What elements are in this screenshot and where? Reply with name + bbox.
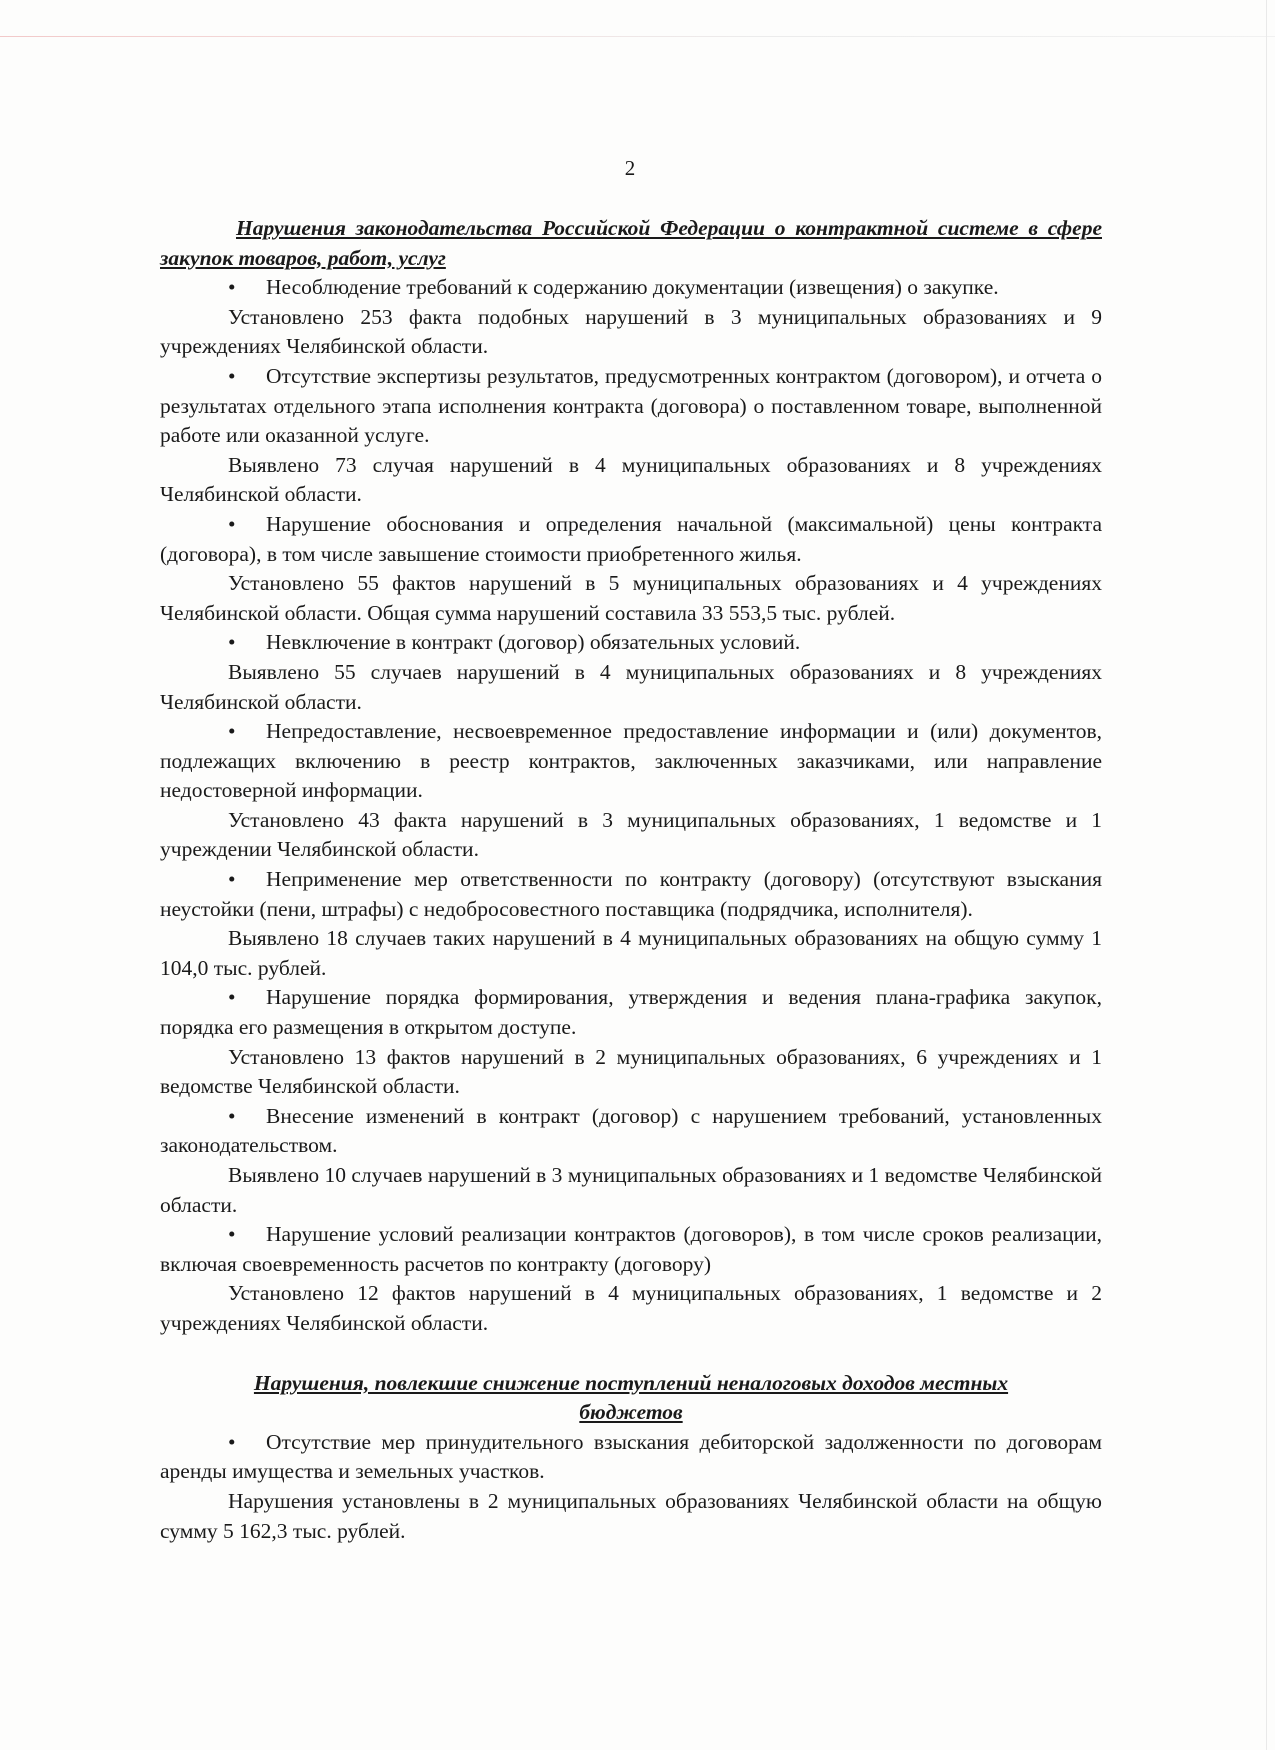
violation-description: • Невключение в контракт (договор) обязательных условий. xyxy=(160,628,1102,658)
scan-edge-right xyxy=(1266,0,1267,1750)
bullet-icon: • xyxy=(228,630,236,655)
bullet-icon: • xyxy=(228,275,236,300)
violation-description: • Внесение изменений в контракт (договор) с нарушением требований, установленных законодательством. xyxy=(160,1103,1102,1158)
violation-description: • Нарушение порядка формирования, утверждения и ведения плана-графика закупок, порядка его размещения в открытом доступе. xyxy=(160,985,1102,1040)
violation-description: • Нарушение условий реализации контрактов (договоров), в том числе сроков реализации, включая своевременность расчетов по контракту (договору) xyxy=(160,1222,1102,1276)
bullet-icon: • xyxy=(228,719,236,744)
violation-item xyxy=(160,1102,1102,1220)
violation-item xyxy=(160,717,1102,865)
violation-details: Выявлено 73 случая нарушений в 4 муниципальных образованиях и 8 учреждениях Челябинской области. xyxy=(160,452,1102,507)
violation-details: Выявлено 18 случаев таких нарушений в 4 муниципальных образованиях на общую сумму 1 104,0 тыс. рублей. xyxy=(160,926,1102,980)
bullet-icon: • xyxy=(228,1222,236,1247)
violation-details: Выявлено 55 случаев нарушений в 4 муниципальных образованиях и 8 учреждениях Челябинской области. xyxy=(160,659,1102,714)
violation-item xyxy=(160,865,1102,983)
bullet-icon: • xyxy=(228,511,236,536)
violation-item xyxy=(160,1428,1102,1546)
violation-details: Установлено 253 факта подобных нарушений в 3 муниципальных образованиях и 9 учреждениях Челябинской области. xyxy=(160,304,1102,359)
bullet-icon: • xyxy=(228,1103,236,1128)
violation-details: Нарушения установлены в 2 муниципальных образованиях Челябинской области на общую сумму 5 162,3 тыс. рублей. xyxy=(160,1488,1102,1543)
violation-description: • Несоблюдение требований к содержанию документации (извещения) о закупке. xyxy=(160,273,1102,303)
violation-item xyxy=(160,983,1102,1101)
section-heading-revenue: Нарушения, повлекшие снижение поступлений неналоговых доходов местных бюджетов xyxy=(253,1370,1009,1425)
violation-item xyxy=(160,628,1102,717)
violation-item xyxy=(160,1220,1102,1338)
section-spacer xyxy=(160,1339,1102,1369)
violation-item xyxy=(160,273,1102,362)
page-number: 2 xyxy=(624,156,636,180)
violation-description: • Отсутствие экспертизы результатов, предусмотренных контрактом (договором), и отчета о результатах отдельного этапа исполнения контракта (договора) о поставленном товаре, выполненной работе или оказанной услуге. xyxy=(160,363,1102,448)
violation-details: Установлено 13 фактов нарушений в 2 муниципальных образованиях, 6 учреждениях и 1 ведомстве Челябинской области. xyxy=(160,1044,1102,1099)
section-heading-procurement: Нарушения законодательства Российской Федерации о контрактной системе в сфере закупок товаров, работ, услуг xyxy=(160,216,1102,270)
violation-details: Установлено 12 фактов нарушений в 4 муниципальных образованиях, 1 ведомстве и 2 учреждениях Челябинской области. xyxy=(160,1281,1102,1335)
violation-item xyxy=(160,362,1102,510)
bullet-icon: • xyxy=(228,363,236,388)
violation-item xyxy=(160,510,1102,628)
bullet-icon: • xyxy=(228,985,236,1010)
bullet-icon: • xyxy=(228,867,236,892)
violation-details: Выявлено 10 случаев нарушений в 3 муниципальных образованиях и 1 ведомстве Челябинской области. xyxy=(160,1163,1102,1217)
violation-details: Установлено 55 фактов нарушений в 5 муниципальных образованиях и 4 учреждениях Челябинской области. Общая сумма нарушений составила 33 553,5 тыс. рублей. xyxy=(160,571,1102,625)
violation-details: Установлено 43 факта нарушений в 3 муниципальных образованиях, 1 ведомстве и 1 учреждении Челябинской области. xyxy=(160,807,1102,862)
violation-description: • Нарушение обоснования и определения начальной (максимальной) цены контракта (договора), в том числе завышение стоимости приобретенного жилья. xyxy=(160,511,1102,566)
document-body xyxy=(160,214,1102,1546)
bullet-icon: • xyxy=(228,1429,236,1454)
violation-description: • Непредоставление, несвоевременное предоставление информации и (или) документов, подлежащих включению в реестр контрактов, заключенных заказчиками, или направление недостоверной информации. xyxy=(160,719,1102,803)
violation-description: • Отсутствие мер принудительного взыскания дебиторской задолженности по договорам аренды имущества и земельных участков. xyxy=(160,1429,1102,1484)
scan-edge-top xyxy=(0,36,1275,37)
violation-description: • Неприменение мер ответственности по контракту (договору) (отсутствуют взыскания неустойки (пени, штрафы) с недобросовестного поставщика (подрядчика, исполнителя). xyxy=(160,867,1102,921)
